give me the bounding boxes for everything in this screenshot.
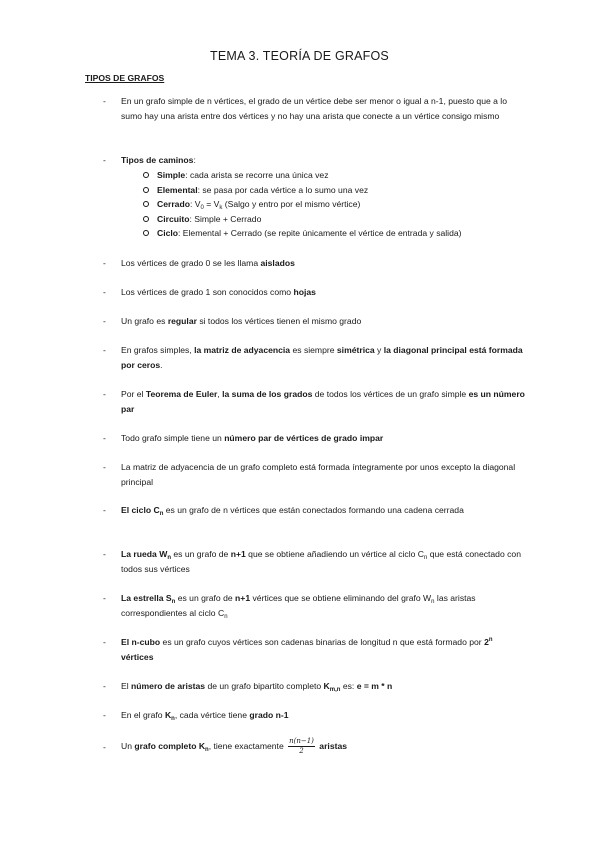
item-text: Todo grafo simple tiene un número par de vértices de grado impar <box>121 433 384 443</box>
item-text: En el grafo $K_n$, cada vértice tiene grado n-1 <box>121 710 289 722</box>
item-text: Un grafo es regular si todos los vértices tienen el mismo grado <box>121 316 362 326</box>
fraction-formula: $\frac{n(n-1)}{2}$ <box>289 737 314 755</box>
dash-bullet: - <box>103 316 106 326</box>
dash-bullet: - <box>103 505 106 515</box>
item-text: El ciclo $C_n$ es un grafo de n vértices que están conectados formando una cadena cerrada <box>121 505 464 517</box>
item-text: Los vértices de grado 0 se les llama aislados <box>121 258 295 268</box>
dash-bullet: - <box>103 742 106 752</box>
document-page: TEMA 3. TEORÍA DE GRAFOS TIPOS DE GRAFOS - En un grafo simple de n vértices, el grado de un vértice debe ser menor o igual a n-1, puesto que a lo sumo hay una arista entre dos vértices y no hay una arista que conecte a un vértice consigo mismo - Tipos de caminos: Simple: cada arista se recorre una única vez Elemental: se pasa por cada vértice a lo sumo una vez Cerrado: $V_0 = V_k$ (Salgo y entro por el mismo vértice) Circuito: Simple + Cerrado Ciclo: Elemental + Cerrado (se repite únicamente el vértice de entrada y salida) - Los vértices de grado 0 se les llama aislados - Los vértices de grado 1 son conocidos como hojas - Un grafo es regular si todos los vértices tienen el mismo grado - En grafos simples, la matriz de adyacencia es siempre simétrica y la diagonal principal está formada por ceros. - Por el Teorema de Euler, la suma de los grados de todos los vértices de un grafo simple es un número par - Todo grafo simple tiene un número par de vértices de grado impar - La matriz de adyacencia de un grafo completo está formada íntegramente por unos excepto la diagonal principal - El ciclo $C_n$ es un grafo de n vértices que están conectados formando una cadena cerrada - La rueda $W_n$ es un grafo de n+1 que se obtiene añadiendo un vértice al ciclo $C_n$ que está conectado con todos sus vértices - La estrella $S_n$ es un grafo de n+1 vértices que se obtiene eliminando del grafo $W_n$ las aristas correspondientes al ciclo $C_n$ - El n-cubo es un grafo cuyos vértices son cadenas binarias de longitud n que está formado por 2$^n$ vértices - El número de aristas de un grafo bipartito completo $K_{m,n}$ es: e = m * n - En el grafo $K_n$, cada vértice tiene grado n-1 - Un grafo completo $K_n$, tiene exactamente $\frac{n(n-1)}{2}$ aristas <box>0 0 599 848</box>
circle-bullet-icon <box>143 216 149 222</box>
item-text: La rueda $W_n$ es un grafo de n+1 que se obtiene añadiendo un vértice al ciclo $C_n$ que está conectado con todos sus vértices <box>121 549 521 574</box>
item-text: Los vértices de grado 1 son conocidos como hojas <box>121 287 316 297</box>
dash-bullet: - <box>103 549 106 559</box>
section-heading: TIPOS DE GRAFOS <box>85 73 165 83</box>
dash-bullet: - <box>103 433 106 443</box>
item-text: Un grafo completo $K_n$, tiene exactamente $\frac{n(n-1)}{2}$ aristas <box>121 737 348 755</box>
dash-bullet: - <box>103 258 106 268</box>
item-text: El n-cubo es un grafo cuyos vértices son cadenas binarias de longitud n que está formado por 2$^n$ vértices <box>121 637 493 662</box>
dash-bullet: - <box>103 345 106 355</box>
circle-bullet-icon <box>143 187 149 193</box>
circle-bullet-icon <box>143 230 149 236</box>
dash-bullet: - <box>103 287 106 297</box>
dash-bullet: - <box>103 637 106 647</box>
dash-bullet: - <box>103 155 106 165</box>
item-text: En un grafo simple de n vértices, el grado de un vértice debe ser menor o igual a n-1, puesto que a lo sumo hay una arista entre dos vértices y no hay una arista que conecte a un vértice consigo mismo <box>121 96 507 121</box>
item-text: En grafos simples, la matriz de adyacencia es siempre simétrica y la diagonal principal está formada por ceros. <box>121 345 523 370</box>
dash-bullet: - <box>103 96 106 106</box>
page-title: TEMA 3. TEORÍA DE GRAFOS <box>210 49 389 63</box>
circle-bullet-icon <box>143 172 149 178</box>
dash-bullet: - <box>103 681 106 691</box>
item-text: El número de aristas de un grafo bipartito completo $K_{m,n}$ es: e = m * n <box>121 681 393 693</box>
dash-bullet: - <box>103 710 106 720</box>
circle-bullet-icon <box>143 201 149 207</box>
dash-bullet: - <box>103 593 106 603</box>
item-text: Por el Teorema de Euler, la suma de los grados de todos los vértices de un grafo simple es un número par <box>121 389 525 414</box>
item-text: Tipos de caminos: <box>121 155 196 165</box>
item-text: La estrella $S_n$ es un grafo de n+1 vértices que se obtiene eliminando del grafo $W_n$ las aristas correspondientes al ciclo $C_n$ <box>121 593 476 620</box>
dash-bullet: - <box>103 389 106 399</box>
dash-bullet: - <box>103 462 106 472</box>
item-text: La matriz de adyacencia de un grafo completo está formada íntegramente por unos excepto la diagonal principal <box>121 462 516 487</box>
